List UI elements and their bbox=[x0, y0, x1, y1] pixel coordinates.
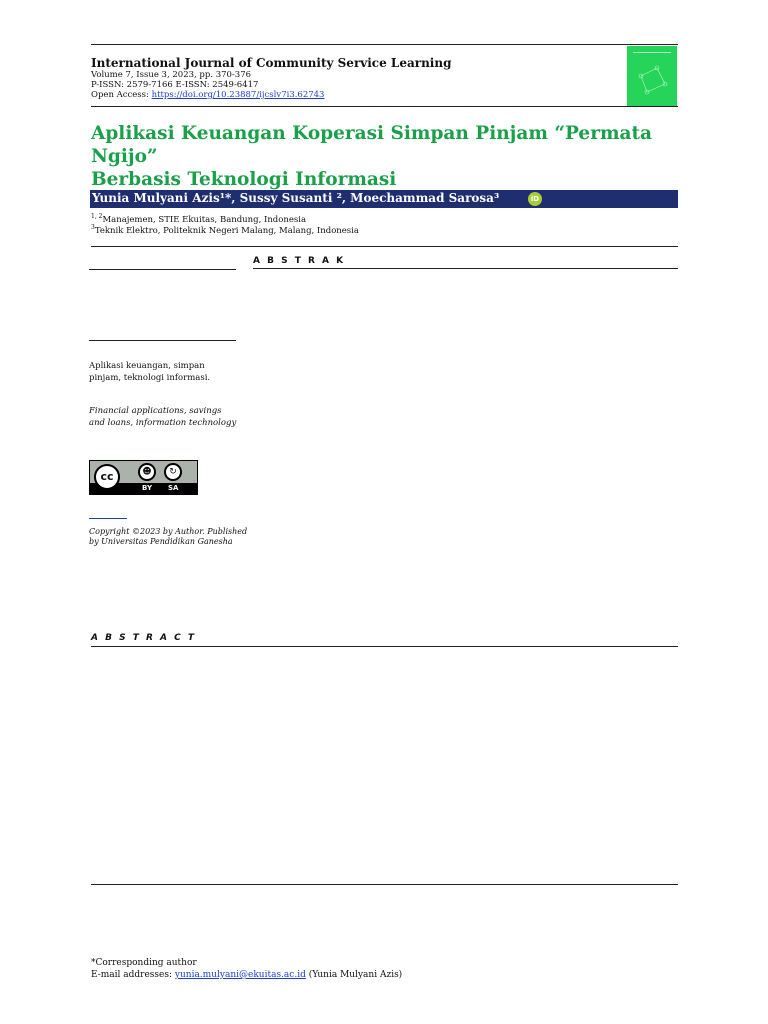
email-owner: (Yunia Mulyani Azis) bbox=[305, 970, 403, 980]
affiliation-2 bbox=[91, 222, 359, 237]
keywords-id: Aplikasi keuangan, simpan pinjam, teknologi informasi. bbox=[89, 361, 211, 383]
paper-title bbox=[91, 122, 691, 191]
by-person-icon: ☻ bbox=[138, 463, 156, 481]
cc-sa-label: SA bbox=[168, 484, 179, 492]
email-link[interactable]: yunia.mulyani@ekuitas.ac.id bbox=[174, 970, 306, 980]
volume-line: Volume 7, Issue 3, 2023, pp. 370-376 bbox=[91, 70, 252, 80]
cc-license-badge[interactable] bbox=[89, 460, 198, 495]
orcid-icon[interactable]: iD bbox=[528, 192, 542, 206]
affiliation-2-sup: 3 bbox=[91, 224, 95, 231]
affiliation-rule bbox=[91, 246, 678, 247]
paper-title-line2: Berbasis Teknologi Informasi bbox=[91, 169, 397, 190]
cc-icon: cc bbox=[94, 464, 120, 490]
author-bar bbox=[90, 190, 678, 208]
keywords-en: Financial applications, savings and loans, information technology bbox=[89, 406, 237, 428]
footer-rule bbox=[91, 884, 678, 885]
doi-link[interactable]: https://doi.org/10.23887/ijcslv7i3.62743 bbox=[151, 90, 325, 100]
affiliation-2-text: Teknik Elektro, Politeknik Negeri Malang, Malang, Indonesia bbox=[94, 225, 359, 236]
journal-title: International Journal of Community Service Learning bbox=[91, 56, 452, 70]
email-line bbox=[91, 969, 402, 981]
issn-line: P-ISSN: 2579-7166 E-ISSN: 2549-6417 bbox=[91, 80, 259, 90]
corresponding-note bbox=[91, 957, 402, 981]
affiliation-1-text: Manajemen, STIE Ekuitas, Bandung, Indonesia bbox=[102, 214, 307, 225]
email-label: E-mail addresses: bbox=[91, 970, 175, 980]
abstrak-rule bbox=[253, 268, 678, 269]
copyright: Copyright ©2023 by Author. Published by Universitas Pendidikan Ganesha bbox=[89, 527, 248, 546]
short-rule bbox=[89, 518, 127, 519]
sa-share-icon: ↻ bbox=[164, 463, 182, 481]
abstract-rule bbox=[91, 646, 678, 647]
authors: Yunia Mulyani Azis¹*, Sussy Susanti ², Moechammad Sarosa³ bbox=[92, 191, 500, 205]
sidebar-rule-middle bbox=[89, 340, 236, 341]
journal-cover-image bbox=[627, 46, 677, 106]
paper-title-line1: Aplikasi Keuangan Koperasi Simpan Pinjam “Permata Ngijo” bbox=[91, 123, 653, 167]
sidebar-rule-top bbox=[89, 269, 236, 270]
cc-by-label: BY bbox=[142, 484, 153, 492]
top-rule bbox=[91, 44, 678, 45]
open-access-line bbox=[91, 90, 324, 100]
open-access-label: Open Access: bbox=[91, 90, 152, 100]
corresponding-label: *Corresponding author bbox=[91, 958, 197, 968]
abstrak-heading: A B S T R A K bbox=[253, 256, 346, 266]
affiliation-1-sup: 1, 2 bbox=[91, 213, 103, 220]
abstract-heading: A B S T R A C T bbox=[91, 633, 197, 643]
header-rule bbox=[91, 106, 678, 107]
